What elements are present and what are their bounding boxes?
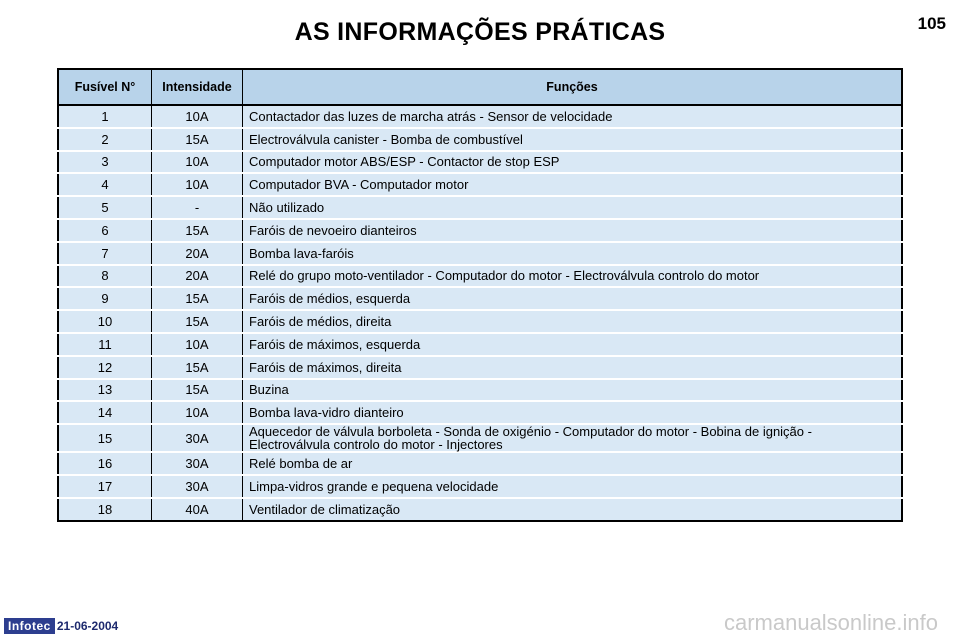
fuse-number-cell: 11 bbox=[58, 333, 152, 356]
column-header-fuse-number: Fusível N° bbox=[58, 69, 152, 105]
fuse-number-cell: 6 bbox=[58, 219, 152, 242]
fuse-number-cell: 5 bbox=[58, 196, 152, 219]
page-number: 105 bbox=[917, 14, 946, 33]
table-row bbox=[58, 310, 902, 333]
fuse-number-cell: 8 bbox=[58, 265, 152, 288]
fuse-function-cell: Electroválvula canister - Bomba de combustível bbox=[243, 128, 903, 151]
fuse-function-cell: Limpa-vidros grande e pequena velocidade bbox=[243, 475, 903, 498]
table-row bbox=[58, 333, 902, 356]
fuse-number-cell: 4 bbox=[58, 173, 152, 196]
fuse-function-cell: Relé do grupo moto-ventilador - Computador do motor - Electroválvula controlo do motor bbox=[243, 265, 903, 288]
fuse-function-cell: Computador BVA - Computador motor bbox=[243, 173, 903, 196]
fuse-number-cell: 16 bbox=[58, 452, 152, 475]
table-row bbox=[58, 128, 902, 151]
fuse-function-cell: Contactador das luzes de marcha atrás - Sensor de velocidade bbox=[243, 105, 903, 128]
fuse-function-cell: Aquecedor de válvula borboleta - Sonda de oxigénio - Computador do motor - Bobina de ignição - Electroválvula controlo do motor - Injectores bbox=[243, 424, 903, 452]
fuse-function-cell: Faróis de máximos, direita bbox=[243, 356, 903, 379]
fuse-function-cell: Bomba lava-vidro dianteiro bbox=[243, 401, 903, 424]
fuse-intensity-cell: 15A bbox=[152, 128, 243, 151]
table-row bbox=[58, 452, 902, 475]
fuse-function-cell: Buzina bbox=[243, 379, 903, 402]
infotec-logo: Infotec bbox=[4, 618, 55, 634]
fuse-number-cell: 7 bbox=[58, 242, 152, 265]
fuse-function-cell: Faróis de máximos, esquerda bbox=[243, 333, 903, 356]
fuse-function-cell: Faróis de médios, direita bbox=[243, 310, 903, 333]
fuse-intensity-cell: 10A bbox=[152, 151, 243, 174]
footer bbox=[4, 618, 118, 634]
fuse-intensity-cell: 15A bbox=[152, 287, 243, 310]
fuse-intensity-cell: 15A bbox=[152, 356, 243, 379]
fuse-intensity-cell: - bbox=[152, 196, 243, 219]
fuse-intensity-cell: 40A bbox=[152, 498, 243, 521]
fuse-number-cell: 14 bbox=[58, 401, 152, 424]
fuse-number-cell: 3 bbox=[58, 151, 152, 174]
fuse-number-cell: 1 bbox=[58, 105, 152, 128]
fuse-intensity-cell: 10A bbox=[152, 173, 243, 196]
fuse-intensity-cell: 15A bbox=[152, 219, 243, 242]
table-row bbox=[58, 173, 902, 196]
fuse-intensity-cell: 30A bbox=[152, 475, 243, 498]
table-row bbox=[58, 475, 902, 498]
fuse-intensity-cell: 20A bbox=[152, 265, 243, 288]
table-row bbox=[58, 265, 902, 288]
table-row bbox=[58, 379, 902, 402]
table-row bbox=[58, 356, 902, 379]
fuse-intensity-cell: 10A bbox=[152, 105, 243, 128]
fuse-intensity-cell: 30A bbox=[152, 452, 243, 475]
fuse-number-cell: 17 bbox=[58, 475, 152, 498]
table-row bbox=[58, 151, 902, 174]
table-row bbox=[58, 424, 902, 452]
fuse-number-cell: 12 bbox=[58, 356, 152, 379]
fuse-function-cell: Computador motor ABS/ESP - Contactor de stop ESP bbox=[243, 151, 903, 174]
fuse-intensity-cell: 10A bbox=[152, 333, 243, 356]
fuse-intensity-cell: 10A bbox=[152, 401, 243, 424]
fuse-intensity-cell: 30A bbox=[152, 424, 243, 452]
table-row bbox=[58, 105, 902, 128]
fuse-number-cell: 10 bbox=[58, 310, 152, 333]
fuse-function-cell: Bomba lava-faróis bbox=[243, 242, 903, 265]
column-header-functions: Funções bbox=[243, 69, 903, 105]
fuse-function-cell: Não utilizado bbox=[243, 196, 903, 219]
fuse-number-cell: 9 bbox=[58, 287, 152, 310]
table-row bbox=[58, 401, 902, 424]
footer-date: 21-06-2004 bbox=[56, 619, 119, 633]
table-header-row bbox=[58, 69, 902, 105]
table-body bbox=[58, 105, 902, 521]
fuse-number-cell: 15 bbox=[58, 424, 152, 452]
page-title: AS INFORMAÇÕES PRÁTICAS bbox=[294, 18, 666, 46]
watermark: carmanualsonline.info bbox=[723, 610, 938, 635]
fuse-number-cell: 18 bbox=[58, 498, 152, 521]
fuse-intensity-cell: 20A bbox=[152, 242, 243, 265]
fuse-function-cell: Faróis de nevoeiro dianteiros bbox=[243, 219, 903, 242]
fuse-intensity-cell: 15A bbox=[152, 310, 243, 333]
table-row bbox=[58, 242, 902, 265]
fuse-number-cell: 2 bbox=[58, 128, 152, 151]
fuse-table bbox=[57, 68, 903, 522]
column-header-intensity: Intensidade bbox=[152, 69, 243, 105]
table-row bbox=[58, 287, 902, 310]
fuse-function-cell: Ventilador de climatização bbox=[243, 498, 903, 521]
fuse-intensity-cell: 15A bbox=[152, 379, 243, 402]
fuse-function-cell: Relé bomba de ar bbox=[243, 452, 903, 475]
table-row bbox=[58, 219, 902, 242]
table-row bbox=[58, 498, 902, 521]
table-row bbox=[58, 196, 902, 219]
fuse-function-cell: Faróis de médios, esquerda bbox=[243, 287, 903, 310]
fuse-number-cell: 13 bbox=[58, 379, 152, 402]
